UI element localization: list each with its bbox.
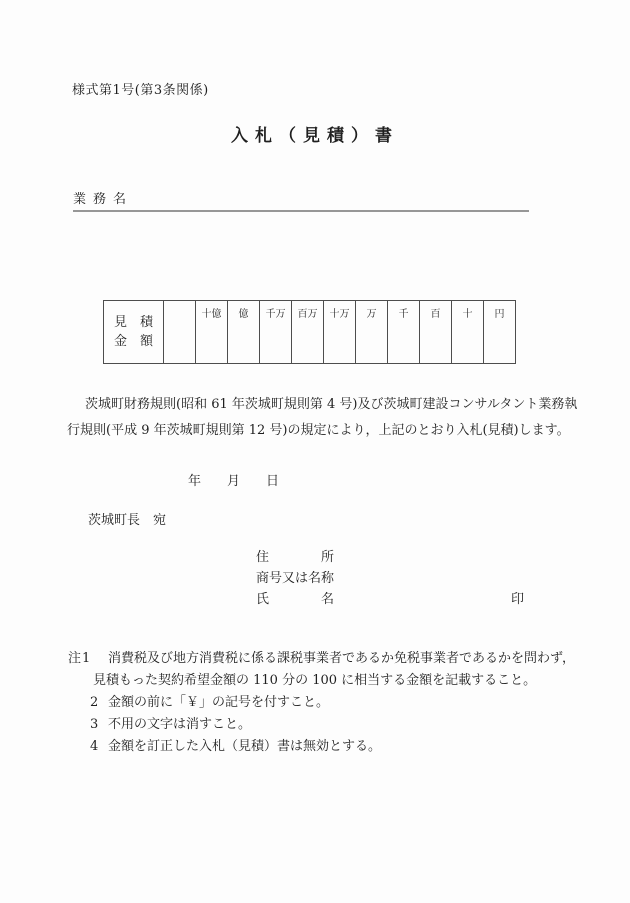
amount-cell-sen: 千: [388, 301, 420, 364]
table-row: [104, 301, 516, 364]
note-3: [68, 714, 575, 736]
notes-block: [68, 648, 575, 758]
note-1-number: 注1: [68, 651, 92, 666]
note-1-line1: [68, 648, 575, 670]
note-4-text: 金額を訂正した入札（見積）書は無効とする。: [108, 739, 382, 754]
seal-mark: 印: [511, 592, 525, 607]
estimate-amount-table: [103, 300, 516, 364]
amount-cell-hyakuman: 百万: [292, 301, 324, 364]
note-3-text: 不用の文字は消すこと。: [108, 717, 252, 732]
company-name-label: 商号又は名称: [256, 571, 335, 586]
amount-cell-oku: 億: [228, 301, 260, 364]
amount-cell-hyaku: 百: [420, 301, 452, 364]
note-1-continuation-text: 見積もった契約希望金額の 110 分の 100 に相当する金額を記載すること。: [93, 673, 537, 688]
note-2: [68, 692, 575, 714]
note-1-line2: [68, 670, 575, 692]
note-4-number: 4: [90, 739, 99, 754]
amount-row-label: [104, 301, 164, 364]
amount-cell-juman: 十万: [324, 301, 356, 364]
address-label: 住 所: [256, 550, 335, 565]
business-name-label: 業務名: [73, 192, 134, 207]
amount-row-label-line2: 金 額: [113, 334, 153, 349]
note-1-continuation-spacer: [68, 670, 93, 692]
note-4: [68, 736, 575, 758]
regulation-paragraph: [67, 392, 587, 444]
amount-cell-man: 万: [356, 301, 388, 364]
amount-cell-en: 円: [484, 301, 516, 364]
regulation-paragraph-line2: 行規則(平成 9 年茨城町規則第 12 号)の規定により，上記のとおり入札(見積)します。: [67, 423, 570, 438]
document-title: 入札（見積）書: [231, 126, 399, 146]
amount-cell-blank: [164, 301, 196, 364]
addressee-line: 茨城町長 宛: [88, 513, 167, 528]
signature-block: [256, 547, 334, 610]
name-label: 氏 名: [256, 592, 335, 607]
note-2-text: 金額の前に「￥」の記号を付すこと。: [108, 695, 330, 710]
note-3-number: 3: [90, 717, 99, 732]
form-number: 様式第1号(第3条関係): [72, 83, 209, 98]
regulation-paragraph-line1: 茨城町財務規則(昭和 61 年茨城町規則第 4 号)及び茨城町建設コンサルタント業務執: [85, 397, 578, 412]
business-name-field: [73, 188, 529, 212]
amount-cell-ju: 十: [452, 301, 484, 364]
note-1-text: 消費税及び地方消費税に係る課税事業者であるか免税事業者であるかを問わず，: [108, 651, 575, 666]
amount-cell-senman: 千万: [260, 301, 292, 364]
note-2-number: 2: [90, 695, 99, 710]
amount-row-label-line1: 見 積: [113, 315, 153, 330]
amount-cell-juoku: 十億: [196, 301, 228, 364]
date-line: 年 月 日: [188, 474, 280, 489]
